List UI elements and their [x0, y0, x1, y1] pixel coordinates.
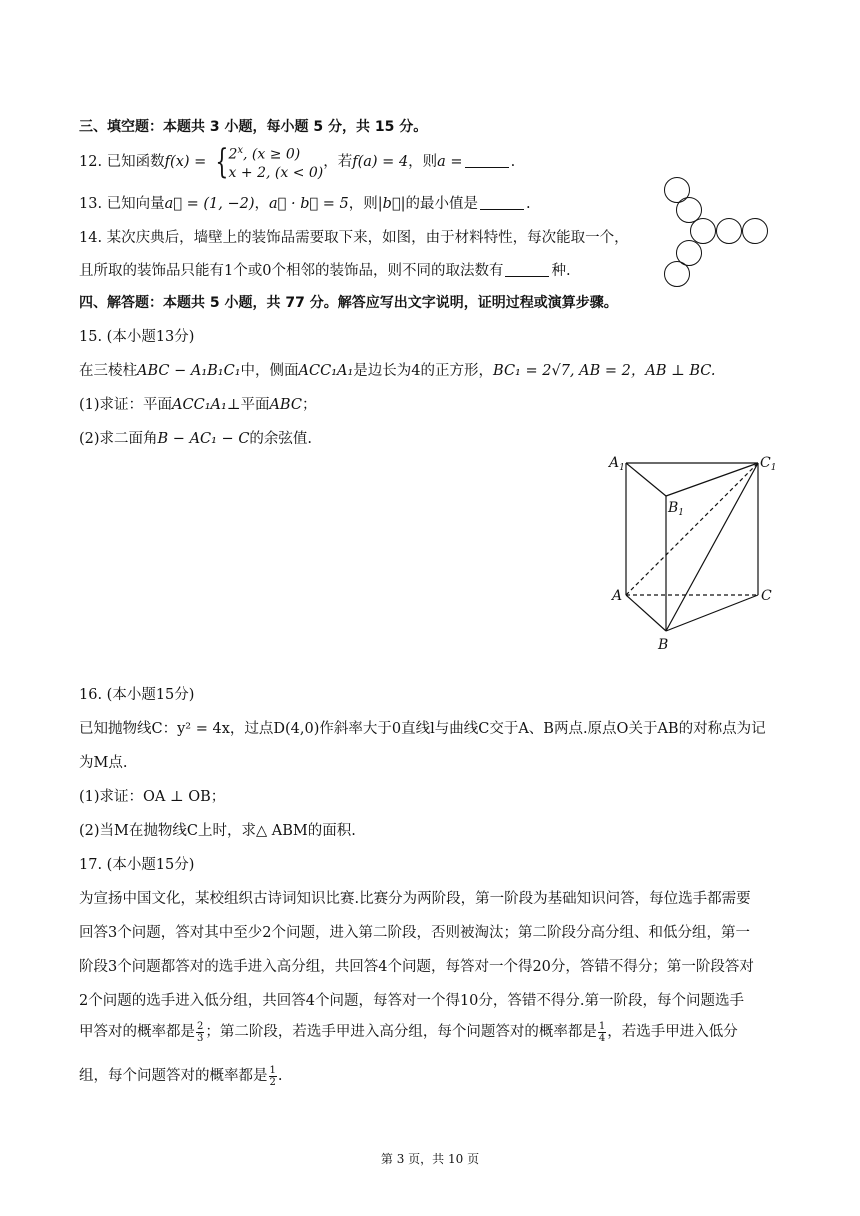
q15-prism: ABC − A₁B₁C₁ — [137, 363, 241, 379]
q15-face: ACC₁A₁ — [298, 363, 354, 379]
fraction-two-thirds: $\frac{2}{3}$ — [197, 1020, 204, 1044]
answer-blank — [505, 264, 549, 277]
label-a: A — [612, 588, 623, 604]
q15-p1-plane: ABC — [269, 397, 302, 413]
q15-part-1 — [79, 393, 316, 414]
answer-blank — [480, 197, 524, 210]
edge-b-c1 — [666, 463, 758, 631]
q12-cond: f(a) = 4 — [352, 153, 409, 170]
q17-line-6 — [79, 1064, 282, 1088]
q14-line-1: 14. 某次庆典后，墙壁上的装饰品需要取下来，如图，由于材料特性，每次能取一个， — [79, 230, 629, 246]
edge-b1-c1 — [666, 463, 758, 496]
q12-end: . — [510, 153, 516, 170]
edge-a1-b1 — [626, 463, 666, 496]
q15-p2-angle: B − AC₁ − C — [157, 431, 250, 447]
ornament-circle — [665, 178, 690, 203]
q15-p1-a: (1)求证：平面 — [79, 397, 173, 413]
q13-sep: ， — [254, 196, 270, 212]
edge-b-c — [666, 595, 758, 631]
q15-part-2 — [79, 427, 312, 448]
q17-line-6b: . — [277, 1068, 283, 1084]
decoration-circles-figure — [655, 172, 775, 292]
q15-p1-end: ； — [301, 397, 317, 413]
q13-lead: 13. 已知向量 — [79, 196, 165, 212]
fraction-one-half: $\frac{1}{2}$ — [269, 1064, 276, 1088]
label-b: B — [658, 637, 669, 653]
label-b1: $B_1$ — [668, 500, 685, 518]
q17-title: 17. (本小题15分) — [79, 857, 195, 873]
q15-stem-a: 在三棱柱 — [79, 363, 137, 379]
q17-line-6a: 组，每个问题答对的概率都是 — [79, 1068, 268, 1084]
q12-ask: a = — [437, 153, 463, 170]
label-c1: $C_1$ — [760, 455, 777, 473]
q14-line-2a: 且所取的装饰品只能有1个或0个相邻的装饰品，则不同的取法数有 — [79, 263, 504, 279]
fraction-one-quarter: $\frac{1}{4}$ — [598, 1020, 606, 1044]
section-heading-fill-in: 三、填空题：本题共 3 小题，每小题 5 分，共 15 分。 — [79, 119, 428, 135]
q12-lead: 12. 已知函数 — [79, 153, 165, 170]
q13-tail: 的最小值是 — [405, 196, 479, 212]
q15-stem — [79, 359, 715, 380]
q15-stem-b: 中，侧面 — [240, 363, 299, 379]
ornament-circle — [717, 219, 742, 244]
q17-line-1: 为宣扬中国文化，某校组织古诗词知识比赛.比赛分为两阶段，第一阶段为基础知识问答，每位选手都需要 — [79, 891, 751, 907]
ornament-circle — [665, 262, 690, 287]
q16-part-1: (1)求证：OA ⊥ OB； — [79, 789, 226, 805]
q17-line-5b: ；第二阶段，若选手甲进入高分组，每个问题答对的概率都是 — [205, 1024, 597, 1040]
q12-then: ，则 — [408, 153, 438, 170]
question-12 — [79, 142, 515, 182]
q13-then: ，则 — [348, 196, 378, 212]
q15-p1-face: ACC₁A₁ — [172, 397, 227, 413]
q16-line-2: 为M点. — [79, 755, 128, 771]
piecewise-brace: { — [215, 141, 229, 182]
q13-end: . — [526, 196, 531, 212]
q14-line-2b: 种. — [551, 263, 571, 279]
q15-title: 15. (本小题13分) — [79, 329, 195, 345]
q15-p2-a: (2)求二面角 — [79, 431, 158, 447]
prism-figure — [600, 448, 790, 658]
q17-line-3: 阶段3个问题都答对的选手进入高分组，共回答4个问题，每答对一个得20分，答错不得分；第一阶段答对 — [79, 959, 754, 975]
q17-line-2: 回答3个问题，答对其中至少2个问题，进入第二阶段，否则被淘汰；第二阶段分高分组、和低分组，第一 — [79, 925, 750, 941]
q12-fx: f(x) = — [164, 153, 207, 170]
q16-part-2: (2)当M在抛物线C上时，求△ ABM的面积. — [79, 823, 356, 839]
q13-vector-a: a⃗ = (1, −2) — [164, 196, 255, 212]
ornament-circle — [691, 219, 716, 244]
q13-norm-b: |b⃗| — [377, 196, 406, 212]
q15-stem-c: 是边长为4的正方形， — [353, 363, 494, 379]
q17-line-4: 2个问题的选手进入低分组，共回答4个问题，每答对一个得10分，答错不得分.第一阶段，每个问题选手 — [79, 993, 745, 1009]
q13-dot-product: a⃗ · b⃗ = 5 — [269, 196, 349, 212]
q17-line-5a: 甲答对的概率都是 — [79, 1024, 195, 1040]
piecewise-cases — [229, 142, 324, 182]
answer-blank — [465, 155, 509, 168]
q17-line-5c: ，若选手甲进入低分 — [607, 1024, 738, 1040]
q16-title: 16. (本小题15分) — [79, 687, 195, 703]
label-a1: $A_1$ — [609, 455, 625, 473]
q16-line-1: 已知抛物线C：y² = 4x，过点D(4,0)作斜率大于0直线l与曲线C交于A、B两点.原点O关于AB的对称点为记 — [79, 721, 766, 737]
q17-line-5 — [79, 1020, 738, 1044]
edge-a-c1-dashed — [626, 463, 758, 595]
q15-p2-b: 的余弦值. — [249, 431, 313, 447]
ornament-circle — [743, 219, 768, 244]
label-c: C — [761, 588, 772, 604]
ornament-circle — [677, 198, 702, 223]
q12-case1: 2$^x$, (x ≥ 0) — [228, 145, 301, 163]
q12-case2: x + 2, (x < 0) — [228, 164, 324, 181]
page-footer: 第 3 页，共 10 页 — [380, 1152, 480, 1166]
q15-p1-b: ⊥平面 — [226, 397, 270, 413]
section-heading-answers: 四、解答题：本题共 5 小题，共 77 分。解答应写出文字说明，证明过程或演算步骤。 — [79, 295, 618, 311]
q14-line-2 — [79, 259, 571, 280]
edge-a-b — [626, 595, 666, 631]
question-13 — [79, 192, 531, 213]
q12-mid: ，若 — [323, 153, 353, 170]
q15-condition: BC₁ = 2√7, AB = 2，AB ⊥ BC. — [493, 363, 716, 379]
